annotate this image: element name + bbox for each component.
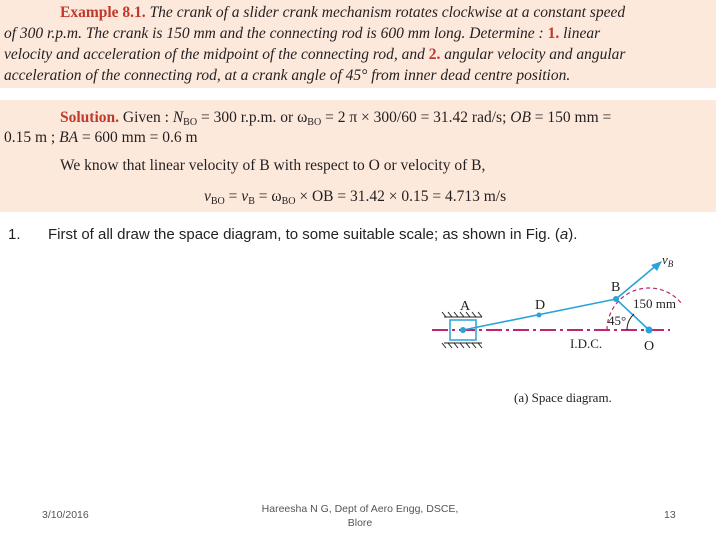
joint-a — [460, 327, 466, 333]
label-crank-length: 150 mm — [633, 296, 676, 311]
solution-text-2a: 0.15 m ; — [4, 129, 56, 146]
step-fig-ref: a — [559, 226, 569, 243]
solution-given: Given : — [122, 109, 169, 126]
eq-equals: = — [228, 188, 238, 205]
eq-omega: = ω — [258, 188, 282, 205]
space-diagram-svg — [430, 250, 710, 410]
footer-author — [240, 502, 480, 530]
footer-author-line-2: Blore — [347, 517, 373, 529]
ba-symbol: BA — [59, 129, 79, 146]
angle-arc — [627, 314, 634, 330]
w-bo-value: = 2 π × 300/60 = 31.42 rad/s; — [325, 109, 507, 126]
ob-value: = 150 mm = — [534, 109, 612, 126]
eq-rest: × OB = 31.42 × 0.15 = 4.713 m/s — [299, 188, 507, 205]
label-vb: $v_B$ — [662, 252, 674, 269]
eq-v-sub: BO — [210, 196, 225, 207]
example-text-3b: angular velocity and angular — [444, 46, 626, 63]
step-text: First of all draw the space diagram, to some suitable scale; as shown in Fig. ( — [48, 226, 560, 243]
eq-v-symbol: v — [204, 188, 211, 205]
step-number: 1. — [8, 226, 21, 243]
example-text-3a: velocity and acceleration of the midpoint of the connecting rod, and — [4, 46, 425, 63]
diagram-caption: (a) Space diagram. — [514, 390, 612, 405]
n-bo-value: = 300 r.p.m. or ω — [200, 109, 308, 126]
label-d: D — [535, 298, 546, 313]
label-a: A — [460, 299, 471, 314]
w-bo-sub: BO — [307, 117, 322, 128]
label-angle: 45° — [608, 313, 627, 328]
joint-o — [646, 327, 653, 334]
ob-symbol: OB — [510, 109, 531, 126]
example-line-2 — [4, 24, 600, 44]
example-line-1 — [60, 3, 625, 23]
eq-vb-sub: B — [248, 196, 255, 207]
velocity-equation — [202, 182, 564, 212]
eq-vb-symbol: v — [241, 188, 249, 205]
eq-omega-sub: BO — [281, 196, 296, 207]
example-text-2b: linear — [563, 25, 601, 42]
label-b: B — [611, 280, 621, 295]
footer-author-line-1: Hareesha N G, Dept of Aero Engg, DSCE, — [261, 503, 459, 515]
footer-page-number: 13 — [664, 509, 676, 521]
point-d — [537, 313, 542, 318]
step-close: ). — [568, 226, 578, 243]
joint-b — [613, 296, 619, 302]
solution-label: Solution. — [60, 109, 120, 126]
example-num-1: 1. — [547, 25, 560, 42]
n-bo-symbol: N — [172, 109, 184, 126]
example-block — [0, 0, 716, 88]
space-diagram — [430, 250, 710, 410]
footer-date: 3/10/2016 — [42, 509, 89, 521]
velocity-arrowhead — [651, 261, 662, 271]
solution-line-2 — [4, 128, 198, 148]
solution-text-2b: = 600 mm = 0.6 m — [81, 129, 198, 146]
velocity-equation-text — [204, 187, 506, 212]
step-1 — [8, 226, 577, 243]
example-text-1: The crank of a slider crank mechanism rotates clockwise at a constant speed — [149, 4, 626, 21]
solution-line-3: We know that linear velocity of B with respect to O or velocity of B, — [60, 157, 486, 174]
label-idc: I.D.C. — [570, 336, 603, 351]
example-line-4: acceleration of the connecting rod, at a crank angle of 45° from inner dead centre position. — [4, 67, 571, 84]
example-num-2: 2. — [428, 46, 441, 63]
velocity-vector-vb — [616, 264, 658, 299]
n-bo-sub: BO — [183, 117, 198, 128]
example-text-2a: of 300 r.p.m. The crank is 150 mm and the connecting rod is 600 mm long. Determine : — [4, 25, 544, 42]
label-o: O — [644, 339, 655, 354]
example-line-3 — [4, 45, 625, 65]
example-label: Example 8.1. — [60, 4, 146, 21]
